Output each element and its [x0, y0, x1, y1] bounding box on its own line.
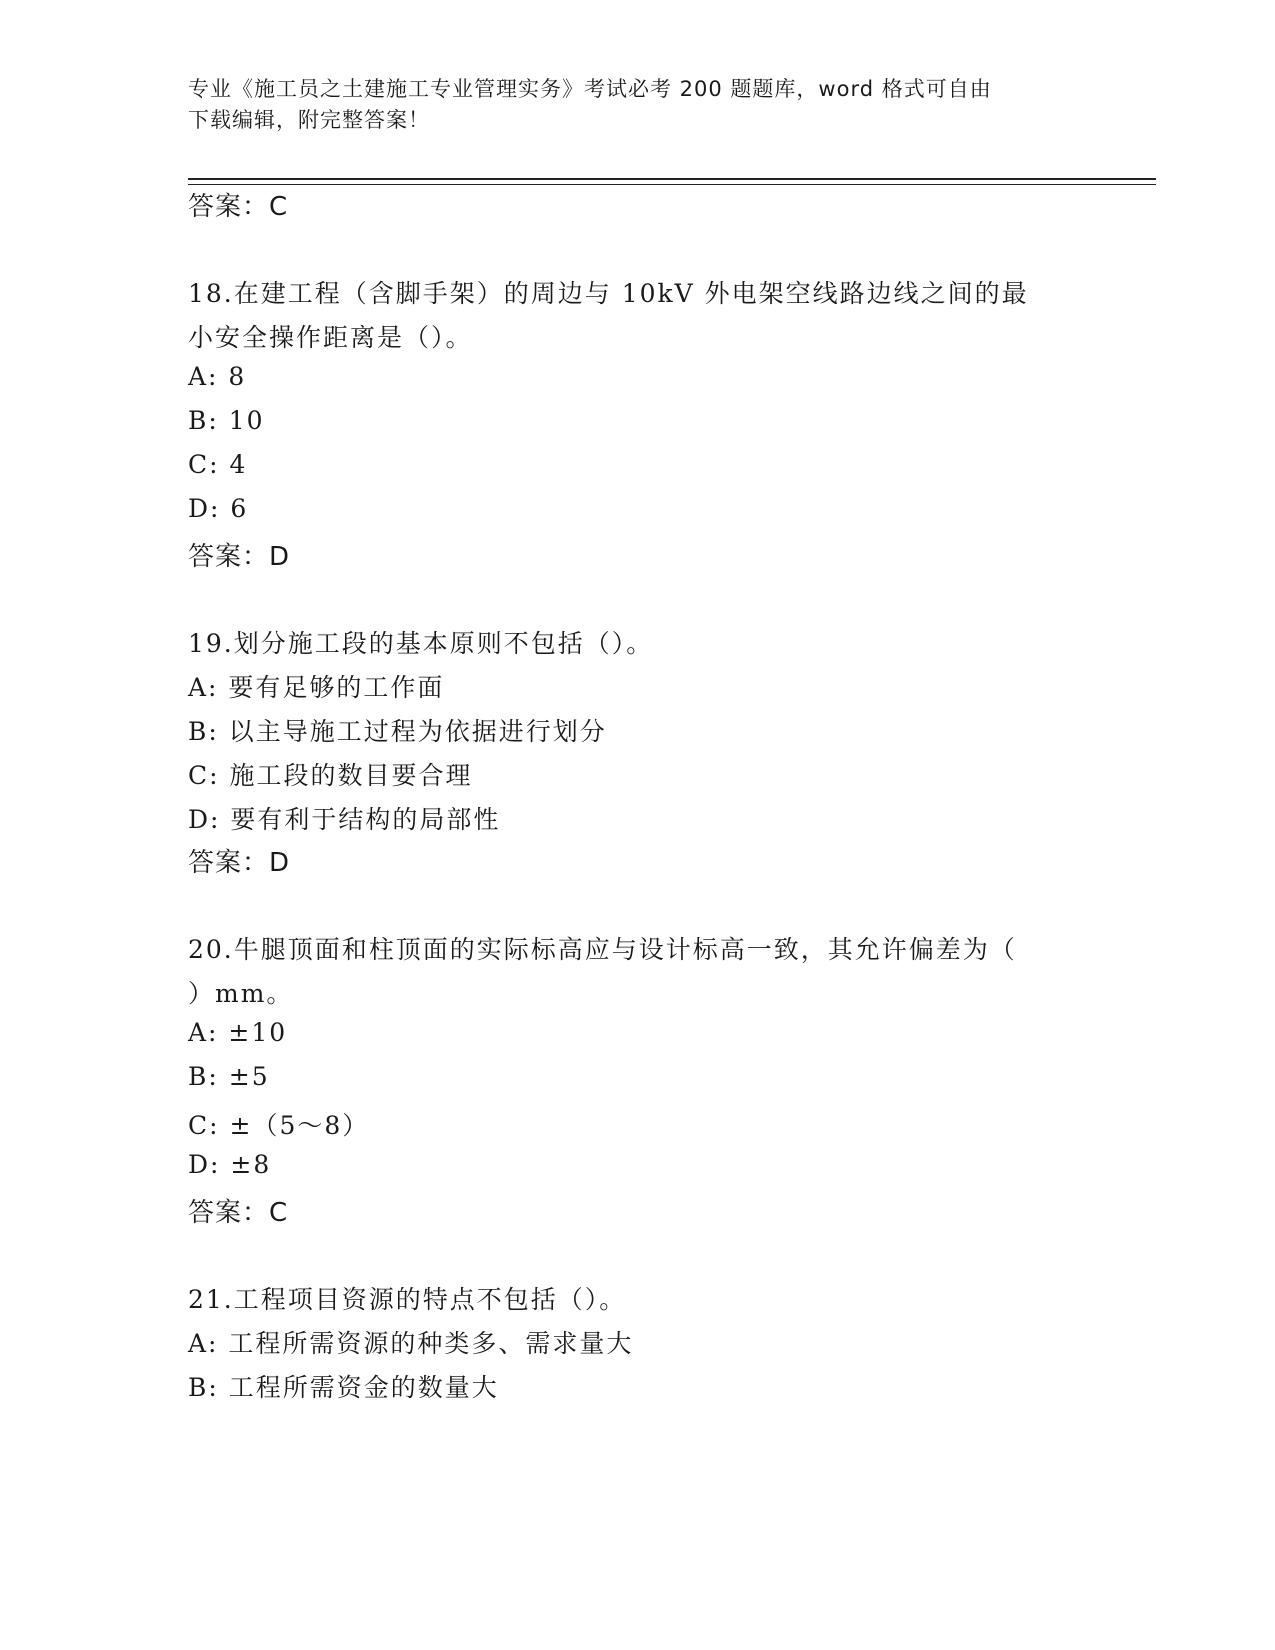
header-line-1: 专业《施工员之土建施工专业管理实务》考试必考 200 题题库，word 格式可自由 [188, 77, 992, 101]
question-20-stem-line-2: ）mm。 [188, 979, 294, 1008]
question-18-stem-line-2: 小安全操作距离是（）。 [188, 323, 473, 352]
question-20-option-a: A: ±10 [188, 1018, 288, 1047]
question-20-option-c: C: ±（5～8） [188, 1111, 370, 1140]
question-19-answer: 答案：D [188, 848, 291, 878]
header-divider-thin [188, 184, 1156, 185]
question-18-option-d: D: 6 [188, 494, 249, 523]
question-18-option-a: A: 8 [188, 362, 247, 391]
question-20-option-b: B: ±5 [188, 1062, 270, 1091]
question-19-option-c: C: 施工段的数目要合理 [188, 761, 473, 790]
question-18-answer: 答案：D [188, 542, 291, 572]
header-line-2: 下载编辑，附完整答案！ [188, 108, 430, 132]
question-18-stem-line-1: 18.在建工程（含脚手架）的周边与 10kV 外电架空线路边线之间的最 [188, 279, 1029, 308]
question-21-option-b: B: 工程所需资金的数量大 [188, 1373, 499, 1402]
question-19-option-a: A: 要有足够的工作面 [188, 673, 445, 702]
question-20-answer: 答案：C [188, 1198, 289, 1228]
question-18-option-c: C: 4 [188, 450, 248, 479]
question-20-option-d: D: ±8 [188, 1150, 272, 1179]
question-20-stem-line-1: 20.牛腿顶面和柱顶面的实际标高应与设计标高一致，其允许偏差为（ [188, 935, 1017, 964]
header-divider-thick [188, 178, 1156, 180]
question-21-stem-line-1: 21.工程项目资源的特点不包括（）。 [188, 1285, 627, 1314]
question-19-option-b: B: 以主导施工过程为依据进行划分 [188, 717, 607, 746]
question-19-stem-line-1: 19.划分施工段的基本原则不包括（）。 [188, 629, 654, 658]
previous-answer: 答案：C [188, 192, 289, 222]
question-21-option-a: A: 工程所需资源的种类多、需求量大 [188, 1329, 634, 1358]
question-19-option-d: D: 要有利于结构的局部性 [188, 805, 501, 834]
question-18-option-b: B: 10 [188, 406, 265, 435]
document-header [188, 74, 1088, 136]
